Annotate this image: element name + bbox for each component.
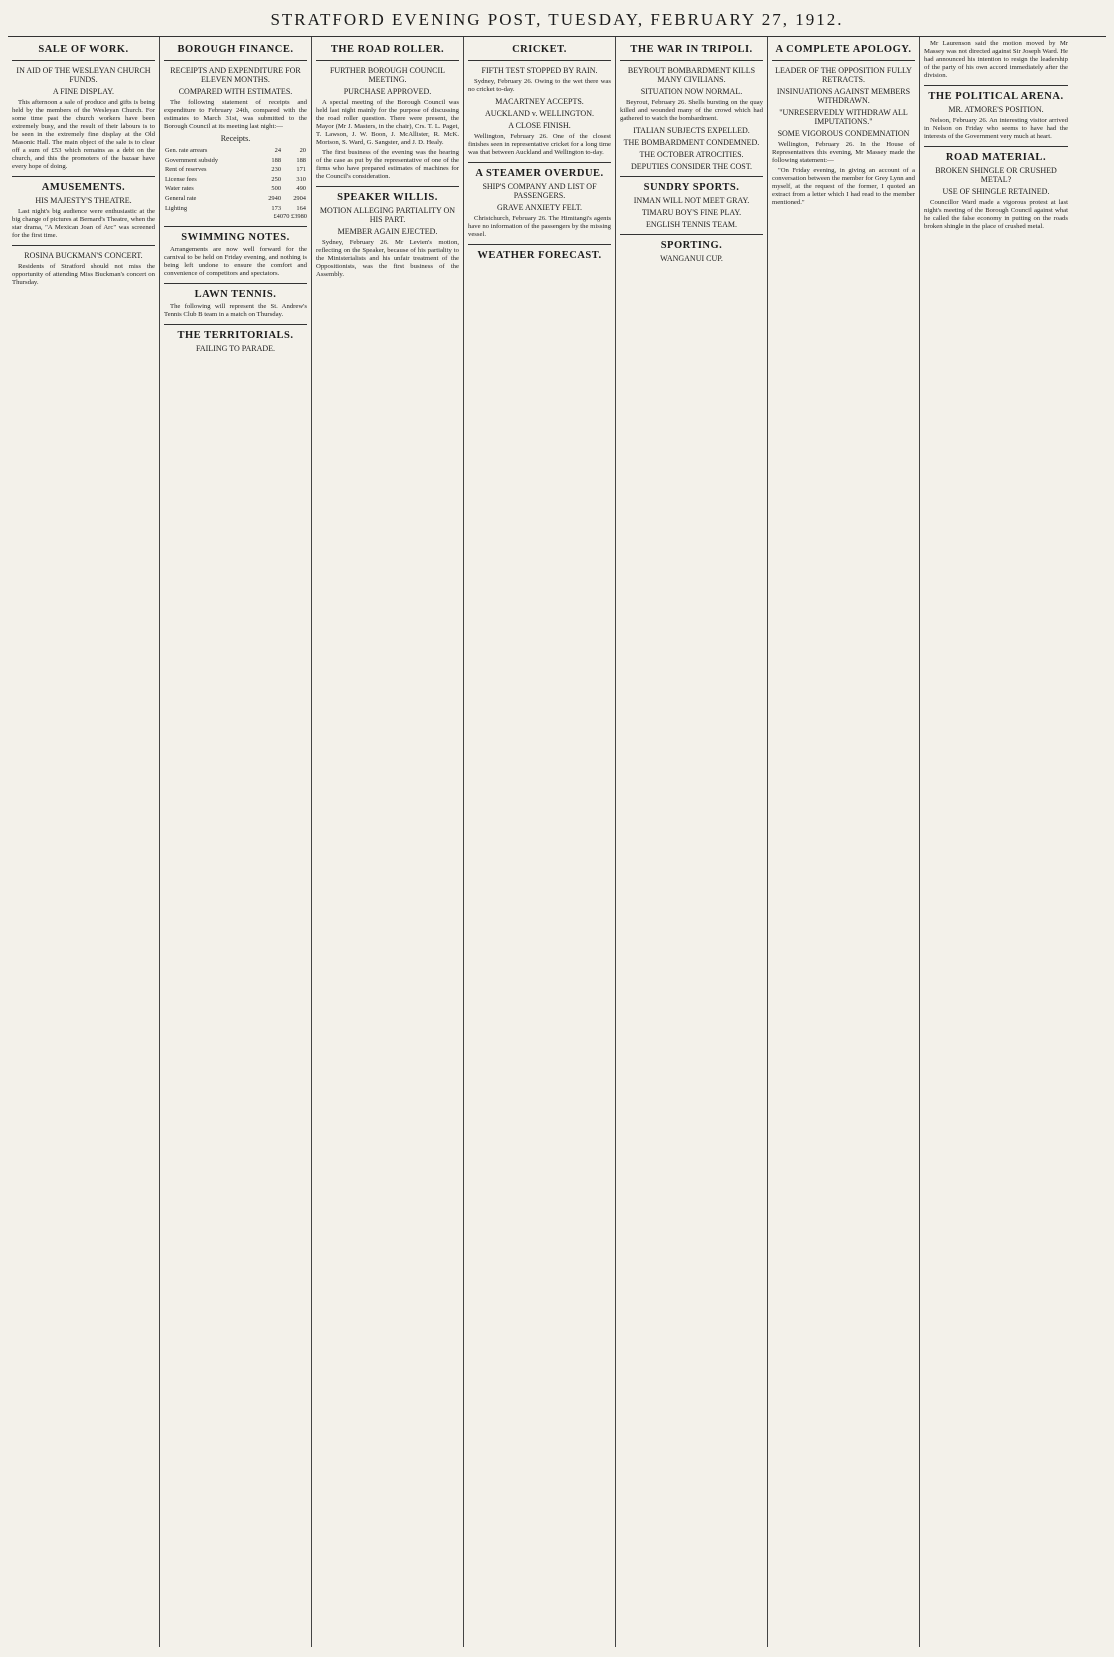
heading: A COMPLETE APOLOGY.: [775, 44, 912, 55]
table-cell: 490: [296, 185, 306, 193]
heading: THE POLITICAL ARENA.: [928, 91, 1064, 102]
table-cell: 164: [296, 204, 306, 212]
divider: [164, 226, 307, 227]
article-text: Wellington, February 26. In the House of Representatives this evening, Mr Massey made the following statement:—: [772, 141, 915, 164]
article-text: Nelson, February 26. An interesting visitor arrived in Nelson on Friday who seems to have had the interests of the Government very much at heart.: [924, 117, 1068, 140]
divider: [620, 176, 763, 177]
subheading: MEMBER AGAIN EJECTED.: [337, 227, 438, 236]
column-4: [464, 37, 616, 1647]
column-7: [920, 37, 1072, 1647]
heading: THE ROAD ROLLER.: [330, 44, 445, 55]
receipts-table: [164, 146, 307, 213]
article-text: Sydney, February 26. Owing to the wet there was no cricket to-day.: [468, 78, 611, 93]
subheading: INSINUATIONS AGAINST MEMBERS WITHDRAWN.: [776, 87, 911, 105]
divider: [164, 324, 307, 325]
table-cell: Rent of reserves: [165, 166, 207, 174]
column-2: [160, 37, 312, 1647]
article-text: Beyrout, February 26. Shells bursting on the quay killed and wounded many of the crowd which had gathered to watch the bombardment.: [620, 99, 763, 122]
table-cell: 173: [271, 204, 282, 212]
table-cell: 250: [271, 175, 282, 183]
subheading: BROKEN SHINGLE OR CRUSHED METAL?: [935, 166, 1057, 184]
divider: [164, 60, 307, 61]
subheading: IN AID OF THE WESLEYAN CHURCH FUNDS.: [16, 66, 151, 84]
heading: LAWN TENNIS.: [194, 288, 277, 300]
table-cell: 171: [296, 166, 306, 174]
subheading: SOME VIGOROUS CONDEMNATION: [777, 129, 910, 138]
subheading: ENGLISH TENNIS TEAM.: [645, 220, 738, 229]
subheading: PURCHASE APPROVED.: [343, 87, 432, 96]
divider: [620, 234, 763, 235]
article-text: Arrangements are now well forward for the carnival to be held on Friday evening, and nothing is being left undone to ensure the comfort and convenience of competitors and spectators.: [164, 245, 307, 277]
divider: [12, 60, 155, 61]
heading: AMUSEMENTS.: [41, 182, 126, 193]
table-cell: 2904: [293, 194, 306, 202]
article-text: Wellington, February 26. One of the closest finishes seen in representative cricket for a long time was that between Auckland and Wellington to-day.: [468, 133, 611, 156]
table-cell: 20: [299, 147, 306, 154]
table-row: [164, 184, 307, 194]
table-cell: 2940: [268, 194, 282, 202]
heading: SWIMMING NOTES.: [181, 231, 290, 243]
subheading: AUCKLAND v. WELLINGTON.: [485, 109, 594, 118]
heading: WEATHER FORECAST.: [477, 250, 602, 261]
heading: BOROUGH FINANCE.: [177, 44, 294, 55]
divider: [772, 60, 915, 61]
subheading: TIMARU BOY'S FINE PLAY.: [641, 208, 742, 217]
table-cell: Government subsidy: [165, 156, 219, 164]
subheading: FURTHER BOROUGH COUNCIL MEETING.: [329, 66, 446, 84]
table-cell: License fees: [165, 175, 197, 183]
table-cell: General rate: [165, 194, 197, 202]
divider: [924, 85, 1068, 86]
subheading: WANGANUI CUP.: [660, 254, 723, 263]
heading: CRICKET.: [512, 44, 567, 55]
subheading: DEPUTIES CONSIDER THE COST.: [630, 162, 753, 171]
subheading: SHIP'S COMPANY AND LIST OF PASSENGERS.: [482, 182, 597, 200]
masthead: STRATFORD EVENING POST, TUESDAY, FEBRUARY 27, 1912.: [8, 0, 1106, 37]
subheading: A CLOSE FINISH.: [508, 121, 571, 130]
heading: THE TERRITORIALS.: [177, 329, 294, 341]
divider: [620, 60, 763, 61]
table-cell: Water rates: [165, 185, 194, 193]
subheading: COMPARED WITH ESTIMATES.: [178, 87, 293, 96]
heading: THE WAR IN TRIPOLI.: [630, 44, 753, 55]
table-cell: Gen. rate arrears: [165, 147, 208, 154]
divider: [316, 186, 459, 187]
heading: SPORTING.: [660, 240, 723, 251]
divider: [468, 244, 611, 245]
table-cell: 188: [271, 156, 282, 164]
divider: [12, 176, 155, 177]
table-cell: Lighting: [165, 204, 188, 212]
subheading: MACARTNEY ACCEPTS.: [495, 97, 584, 106]
table-cell: 230: [271, 166, 282, 174]
article-text: A special meeting of the Borough Council was held last night mainly for the purpose of discussing the road roller question. There were present, the Mayor (Mr J. Masters, in the chair), Crs. T. L. Paget, T. Lawson, J. W. Boon, J. McAllister, R. McK. Morison, S. Ward, G. Sangster, and J. D. Healy.: [316, 99, 459, 146]
article-text: Last night's big audience were enthusiastic at the big change of pictures at Bernard's Theatre, when the star drama, "A Mexican Joan of Arc" was screened for the first time.: [12, 208, 155, 239]
table-cell: 188: [296, 156, 306, 164]
columns: [8, 37, 1106, 1647]
subheading: MR. ATMORE'S POSITION.: [948, 105, 1044, 114]
subheading: THE BOMBARDMENT CONDEMNED.: [623, 138, 760, 147]
heading: A STEAMER OVERDUE.: [475, 168, 604, 179]
table-label: Receipts.: [220, 134, 251, 143]
subheading: USE OF SHINGLE RETAINED.: [942, 187, 1050, 196]
subheading: RECEIPTS AND EXPENDITURE FOR ELEVEN MONTHS.: [170, 66, 301, 84]
table-row: [164, 204, 307, 214]
article-text: Christchurch, February 26. The Himitangi's agents have no information of the passengers by the missing vessel.: [468, 215, 611, 238]
table-cell: 24: [274, 147, 282, 154]
subheading: MOTION ALLEGING PARTIALITY ON HIS PART.: [319, 206, 456, 224]
subheading: FAILING TO PARADE.: [195, 343, 276, 353]
subheading: THE OCTOBER ATROCITIES.: [639, 150, 744, 159]
table-row: [164, 194, 307, 204]
subheading: LEADER OF THE OPPOSITION FULLY RETRACTS.: [775, 66, 912, 84]
divider: [468, 162, 611, 163]
divider: [468, 60, 611, 61]
table-total: £4070 £3980: [273, 213, 307, 221]
table-row: [164, 156, 307, 166]
article-text: Mr Laurenson said the motion moved by Mr Massey was not directed against Sir Joseph Ward. He had announced his intention to resign the leadership of the party of his own accord immediately after the division.: [924, 40, 1068, 79]
article-text: Residents of Stratford should not miss the opportunity of attending Miss Buckman's concert on Thursday.: [12, 263, 155, 286]
subheading: ITALIAN SUBJECTS EXPELLED.: [633, 126, 750, 135]
article-text: The first business of the evening was the hearing of the case as put by the representative of one of the firms who have prepared estimates of machines for the Council's consideration.: [316, 149, 459, 180]
divider: [12, 245, 155, 246]
column-5: [616, 37, 768, 1647]
heading: SPEAKER WILLIS.: [337, 192, 438, 203]
table-row: [164, 165, 307, 175]
column-1: [8, 37, 160, 1647]
article-text: The following statement of receipts and expenditure to February 24th, compared with the estimates to March 31st, was submitted to the Borough Council at its meeting last night:—: [164, 99, 307, 130]
table-row: [164, 146, 307, 156]
table-row: [164, 175, 307, 185]
heading: SUNDRY SPORTS.: [643, 182, 740, 193]
article-text: Sydney, February 26. Mr Levien's motion, reflecting on the Speaker, because of his partiality to the Ministerialists and his unfair treatment of the Oppositionists, was the first business of the Assembly.: [316, 239, 459, 278]
divider: [924, 146, 1068, 147]
table-cell: 500: [271, 185, 282, 193]
heading: SALE OF WORK.: [38, 44, 129, 55]
divider: [316, 60, 459, 61]
article-text: Councillor Ward made a vigorous protest at last night's meeting of the Borough Council against what he called the false economy in putting on the roads broken shingle in the place of crushed metal.: [924, 199, 1068, 230]
column-3: [312, 37, 464, 1647]
subheading: SITUATION NOW NORMAL.: [640, 87, 743, 96]
subheading: FIFTH TEST STOPPED BY RAIN.: [481, 66, 598, 75]
article-text: This afternoon a sale of produce and gifts is being held by the members of the Wesleyan Church. For some time past the church workers have been extremely busy, and the result of their labours is to be seen in the extremely fine display at the Old Masonic Hall. The main object of the sale is to clear off a sum of £53 which remains as a debt on the church, and this the promoters of the bazaar have every hope of doing.: [12, 99, 155, 170]
subheading: HIS MAJESTY'S THEATRE.: [35, 196, 132, 205]
subheading: GRAVE ANXIETY FELT.: [496, 203, 583, 212]
subheading: "UNRESERVEDLY WITHDRAW ALL IMPUTATIONS.": [779, 108, 908, 126]
article-text: "On Friday evening, in giving an account of a conversation between the member for Grey Lynn and myself, at the request of the former, I quoted an extract from a letter which I had read to the member mentioned.": [772, 167, 915, 206]
table-cell: 310: [296, 175, 306, 183]
subheading: A FINE DISPLAY.: [52, 87, 115, 96]
subheading: ROSINA BUCKMAN'S CONCERT.: [24, 251, 143, 260]
divider: [164, 283, 307, 284]
article-text: The following will represent the St. Andrew's Tennis Club B team in a match on Thursday.: [164, 302, 307, 318]
heading: ROAD MATERIAL.: [945, 152, 1047, 163]
column-6: [768, 37, 920, 1647]
subheading: INMAN WILL NOT MEET GRAY.: [633, 196, 750, 205]
subheading: BEYROUT BOMBARDMENT KILLS MANY CIVILIANS.: [627, 66, 756, 84]
